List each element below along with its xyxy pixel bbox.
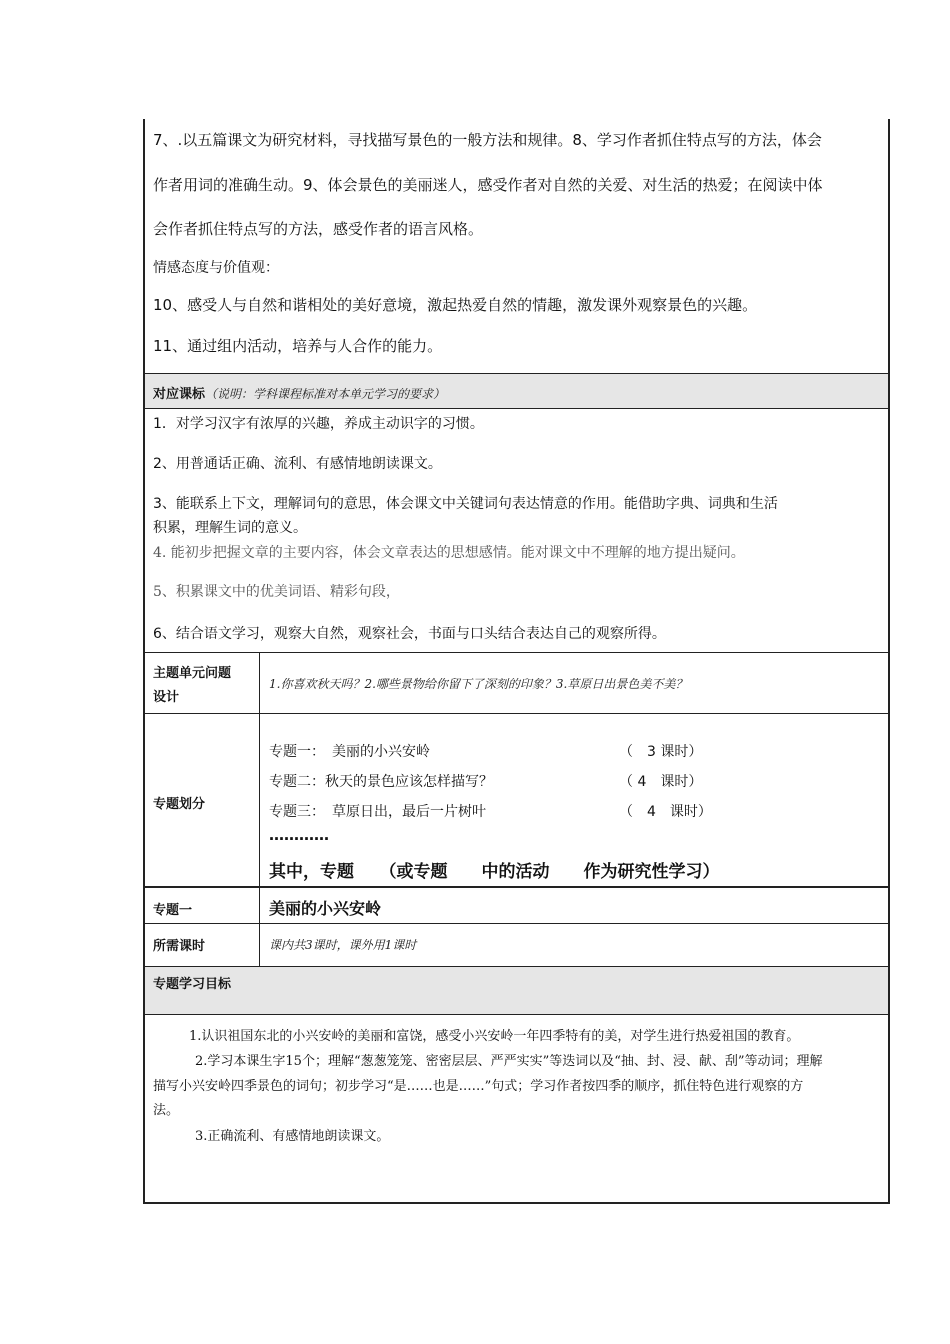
hours-text: 课内共3课时，课外用1课时 <box>269 938 417 952</box>
objectives-row <box>145 119 888 373</box>
topic-one-label: 专题一 <box>153 903 193 918</box>
topics-ellipsis: ………… <box>269 826 329 844</box>
topics-label: 专题划分 <box>153 797 206 812</box>
column-divider <box>259 924 260 966</box>
learning-goal: 2.学习本课生字15个；理解“葱葱笼笼、密密层层、严严实实”等迭词以及“抽、封、浸、献、刮”等动词；理解 <box>195 1054 823 1069</box>
standard-item: 积累，理解生词的意义。 <box>153 520 307 536</box>
learning-goals-label: 专题学习目标 <box>153 977 232 992</box>
learning-goal: 描写小兴安岭四季景色的词句；初步学习“是……也是……”句式；学习作者按四季的顺序，抓住特色进行观察的方 <box>153 1079 804 1094</box>
topic-hours: （ 4 课时） <box>619 774 703 790</box>
standards-header-note: （说明：学科课程标准对本单元学习的要求） <box>205 387 446 401</box>
topic-hours: （ 3 课时） <box>619 744 703 760</box>
topic-one-row <box>145 886 888 923</box>
standard-item: 6、结合语文学习，观察大自然，观察社会，书面与口头结合表达自己的观察所得。 <box>153 626 666 642</box>
unit-question-label: 主题单元问题 <box>153 666 232 681</box>
objectives-line: 7、.以五篇课文为研究材料，寻找描写景色的一般方法和规律。8、学习作者抓住特点写的方法，体会 <box>153 131 822 149</box>
unit-question-row <box>145 652 888 713</box>
topic-one-title: 美丽的小兴安岭 <box>269 899 382 918</box>
emotion-heading: 情感态度与价值观： <box>153 260 279 276</box>
column-divider <box>259 888 260 923</box>
column-divider <box>259 714 260 886</box>
objective-item-10: 10、感受人与自然和谐相处的美好意境，激起热爱自然的情趣，激发课外观察景色的兴趣。 <box>153 296 758 314</box>
standards-header-label: 对应课标 <box>153 387 206 402</box>
hours-row <box>145 923 888 966</box>
standard-item: 5、积累课文中的优美词语、精彩句段， <box>153 584 400 600</box>
objectives-line: 作者用词的准确生动。9、体会景色的美丽迷人，感受作者对自然的关爱、对生活的热爱；在阅读中体 <box>153 176 823 194</box>
objectives-line: 会作者抓住特点写的方法，感受作者的语言风格。 <box>153 220 484 238</box>
learning-goal: 3.正确流利、有感情地朗读课文。 <box>195 1129 390 1144</box>
topic-hours: （ 4 课时） <box>619 804 712 820</box>
learning-goals-row <box>145 1014 888 1202</box>
standard-item: 4. 能初步把握文章的主要内容，体会文章表达的思想感情。能对课文中不理解的地方提出疑问。 <box>153 545 745 561</box>
topics-row <box>145 713 888 886</box>
standards-header <box>145 373 888 408</box>
objective-item-11: 11、通过组内活动，培养与人合作的能力。 <box>153 337 443 355</box>
lesson-plan-table <box>143 119 890 1204</box>
standards-row <box>145 408 888 652</box>
standard-item: 3、能联系上下文，理解词句的意思，体会课文中关键词句表达情意的作用。能借助字典、词典和生活 <box>153 496 778 512</box>
research-note: 其中，专题 （或专题 中的活动 作为研究性学习） <box>269 862 720 882</box>
learning-goals-header <box>145 966 888 1014</box>
unit-question-text: 1.你喜欢秋天吗？2.哪些景物给你留下了深刻的印象？3.草原日出景色美不美？ <box>269 677 688 691</box>
learning-goal: 法。 <box>153 1103 180 1118</box>
topic-name: 专题二：秋天的景色应该怎样描写？ <box>269 774 493 790</box>
hours-label: 所需课时 <box>153 939 206 954</box>
standard-item: 1．对学习汉字有浓厚的兴趣，养成主动识字的习惯。 <box>153 416 484 432</box>
topic-name: 专题三： 草原日出，最后一片树叶 <box>269 804 486 820</box>
topic-name: 专题一： 美丽的小兴安岭 <box>269 744 430 760</box>
standards-header-text <box>153 383 445 402</box>
learning-goal: 1.认识祖国东北的小兴安岭的美丽和富饶，感受小兴安岭一年四季特有的美，对学生进行热爱祖国的教育。 <box>189 1029 800 1044</box>
unit-question-label: 设计 <box>153 690 180 705</box>
column-divider <box>259 653 260 713</box>
standard-item: 2、用普通话正确、流利、有感情地朗读课文。 <box>153 456 442 472</box>
